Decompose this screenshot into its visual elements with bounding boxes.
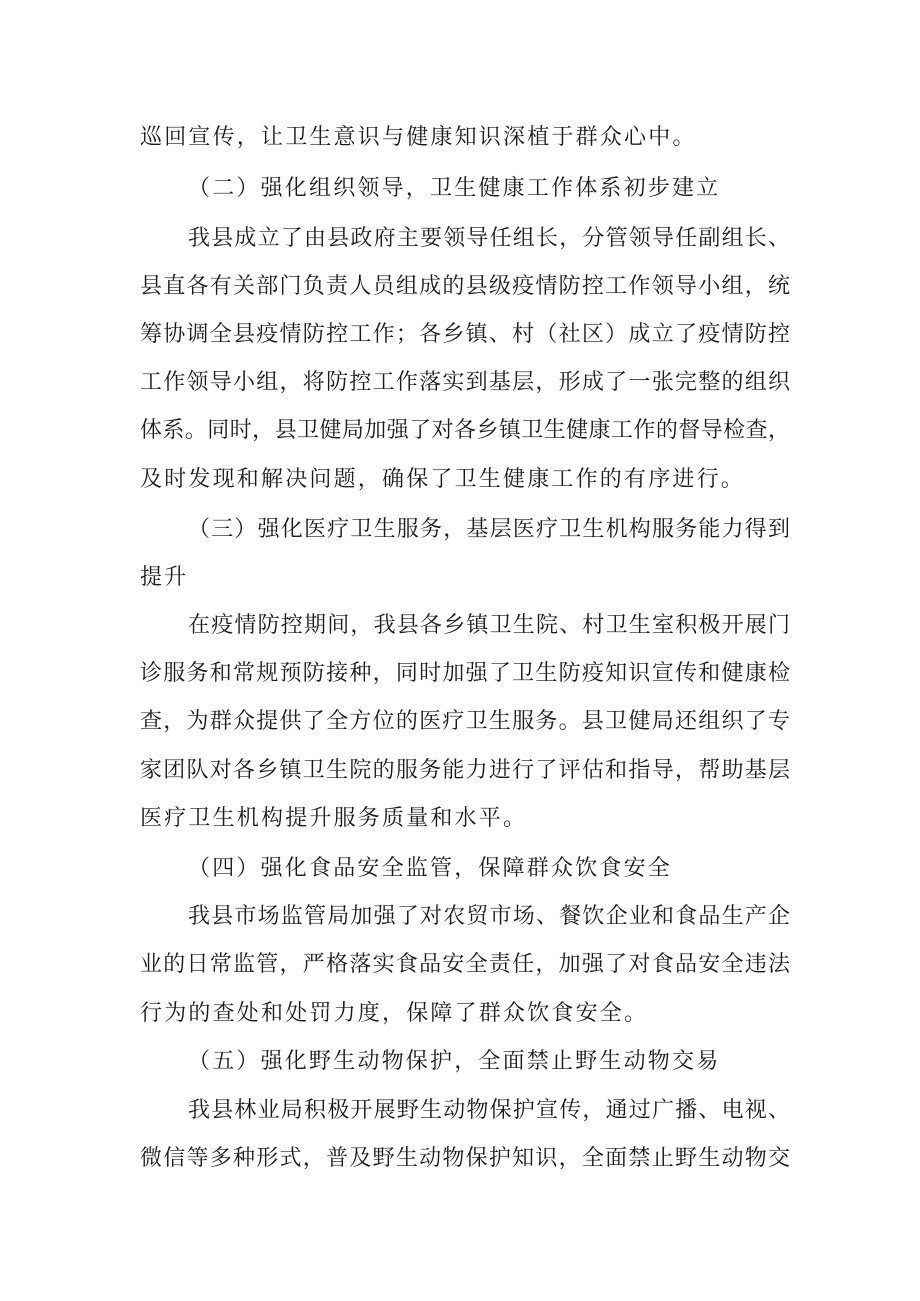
paragraph-line: 业的日常监管，严格落实食品安全责任，加强了对食品安全违法 <box>140 952 790 977</box>
paragraph-line: 体系。同时，县卫健局加强了对各乡镇卫生健康工作的督导检查， <box>140 418 790 443</box>
paragraph-line: 我县市场监管局加强了对农贸市场、餐饮企业和食品生产企 <box>188 904 790 929</box>
section-heading: （四）强化食品安全监管，保障群众饮食安全 <box>188 856 673 881</box>
paragraph-line: 医疗卫生机构提升服务质量和水平。 <box>140 806 528 831</box>
paragraph-line: 工作领导小组，将防控工作落实到基层，形成了一张完整的组织 <box>140 370 790 395</box>
paragraph-line: 行为的查处和处罚力度，保障了群众饮食安全。 <box>140 1001 649 1026</box>
section-heading: （三）强化医疗卫生服务，基层医疗卫生机构服务能力得到 <box>188 517 790 542</box>
paragraph-line: 县直各有关部门负责人员组成的县级疫情防控工作领导小组，统 <box>140 274 790 299</box>
paragraph-line: 诊服务和常规预防接种，同时加强了卫生防疫知识宣传和健康检 <box>140 661 790 686</box>
paragraph-line: 查，为群众提供了全方位的医疗卫生服务。县卫健局还组织了专 <box>140 709 790 734</box>
paragraph-line: 巡回宣传，让卫生意识与健康知识深植于群众心中。 <box>140 125 697 150</box>
paragraph-line: 及时发现和解决问题，确保了卫生健康工作的有序进行。 <box>140 467 746 492</box>
paragraph-line: 我县成立了由县政府主要领导任组长，分管领导任副组长、 <box>188 226 790 251</box>
paragraph-line: 家团队对各乡镇卫生院的服务能力进行了评估和指导，帮助基层 <box>140 758 790 783</box>
paragraph-line: 筹协调全县疫情防控工作；各乡镇、村（社区）成立了疫情防控 <box>140 322 790 347</box>
paragraph-line: 在疫情防控期间，我县各乡镇卫生院、村卫生室积极开展门 <box>188 613 790 638</box>
section-heading: 提升 <box>140 565 189 590</box>
paragraph-line: 微信等多种形式，普及野生动物保护知识，全面禁止野生动物交 <box>140 1146 790 1171</box>
paragraph-line: 我县林业局积极开展野生动物保护宣传，通过广播、电视、 <box>188 1098 790 1123</box>
section-heading: （二）强化组织领导，卫生健康工作体系初步建立 <box>188 176 721 201</box>
section-heading: （五）强化野生动物保护，全面禁止野生动物交易 <box>188 1049 721 1074</box>
